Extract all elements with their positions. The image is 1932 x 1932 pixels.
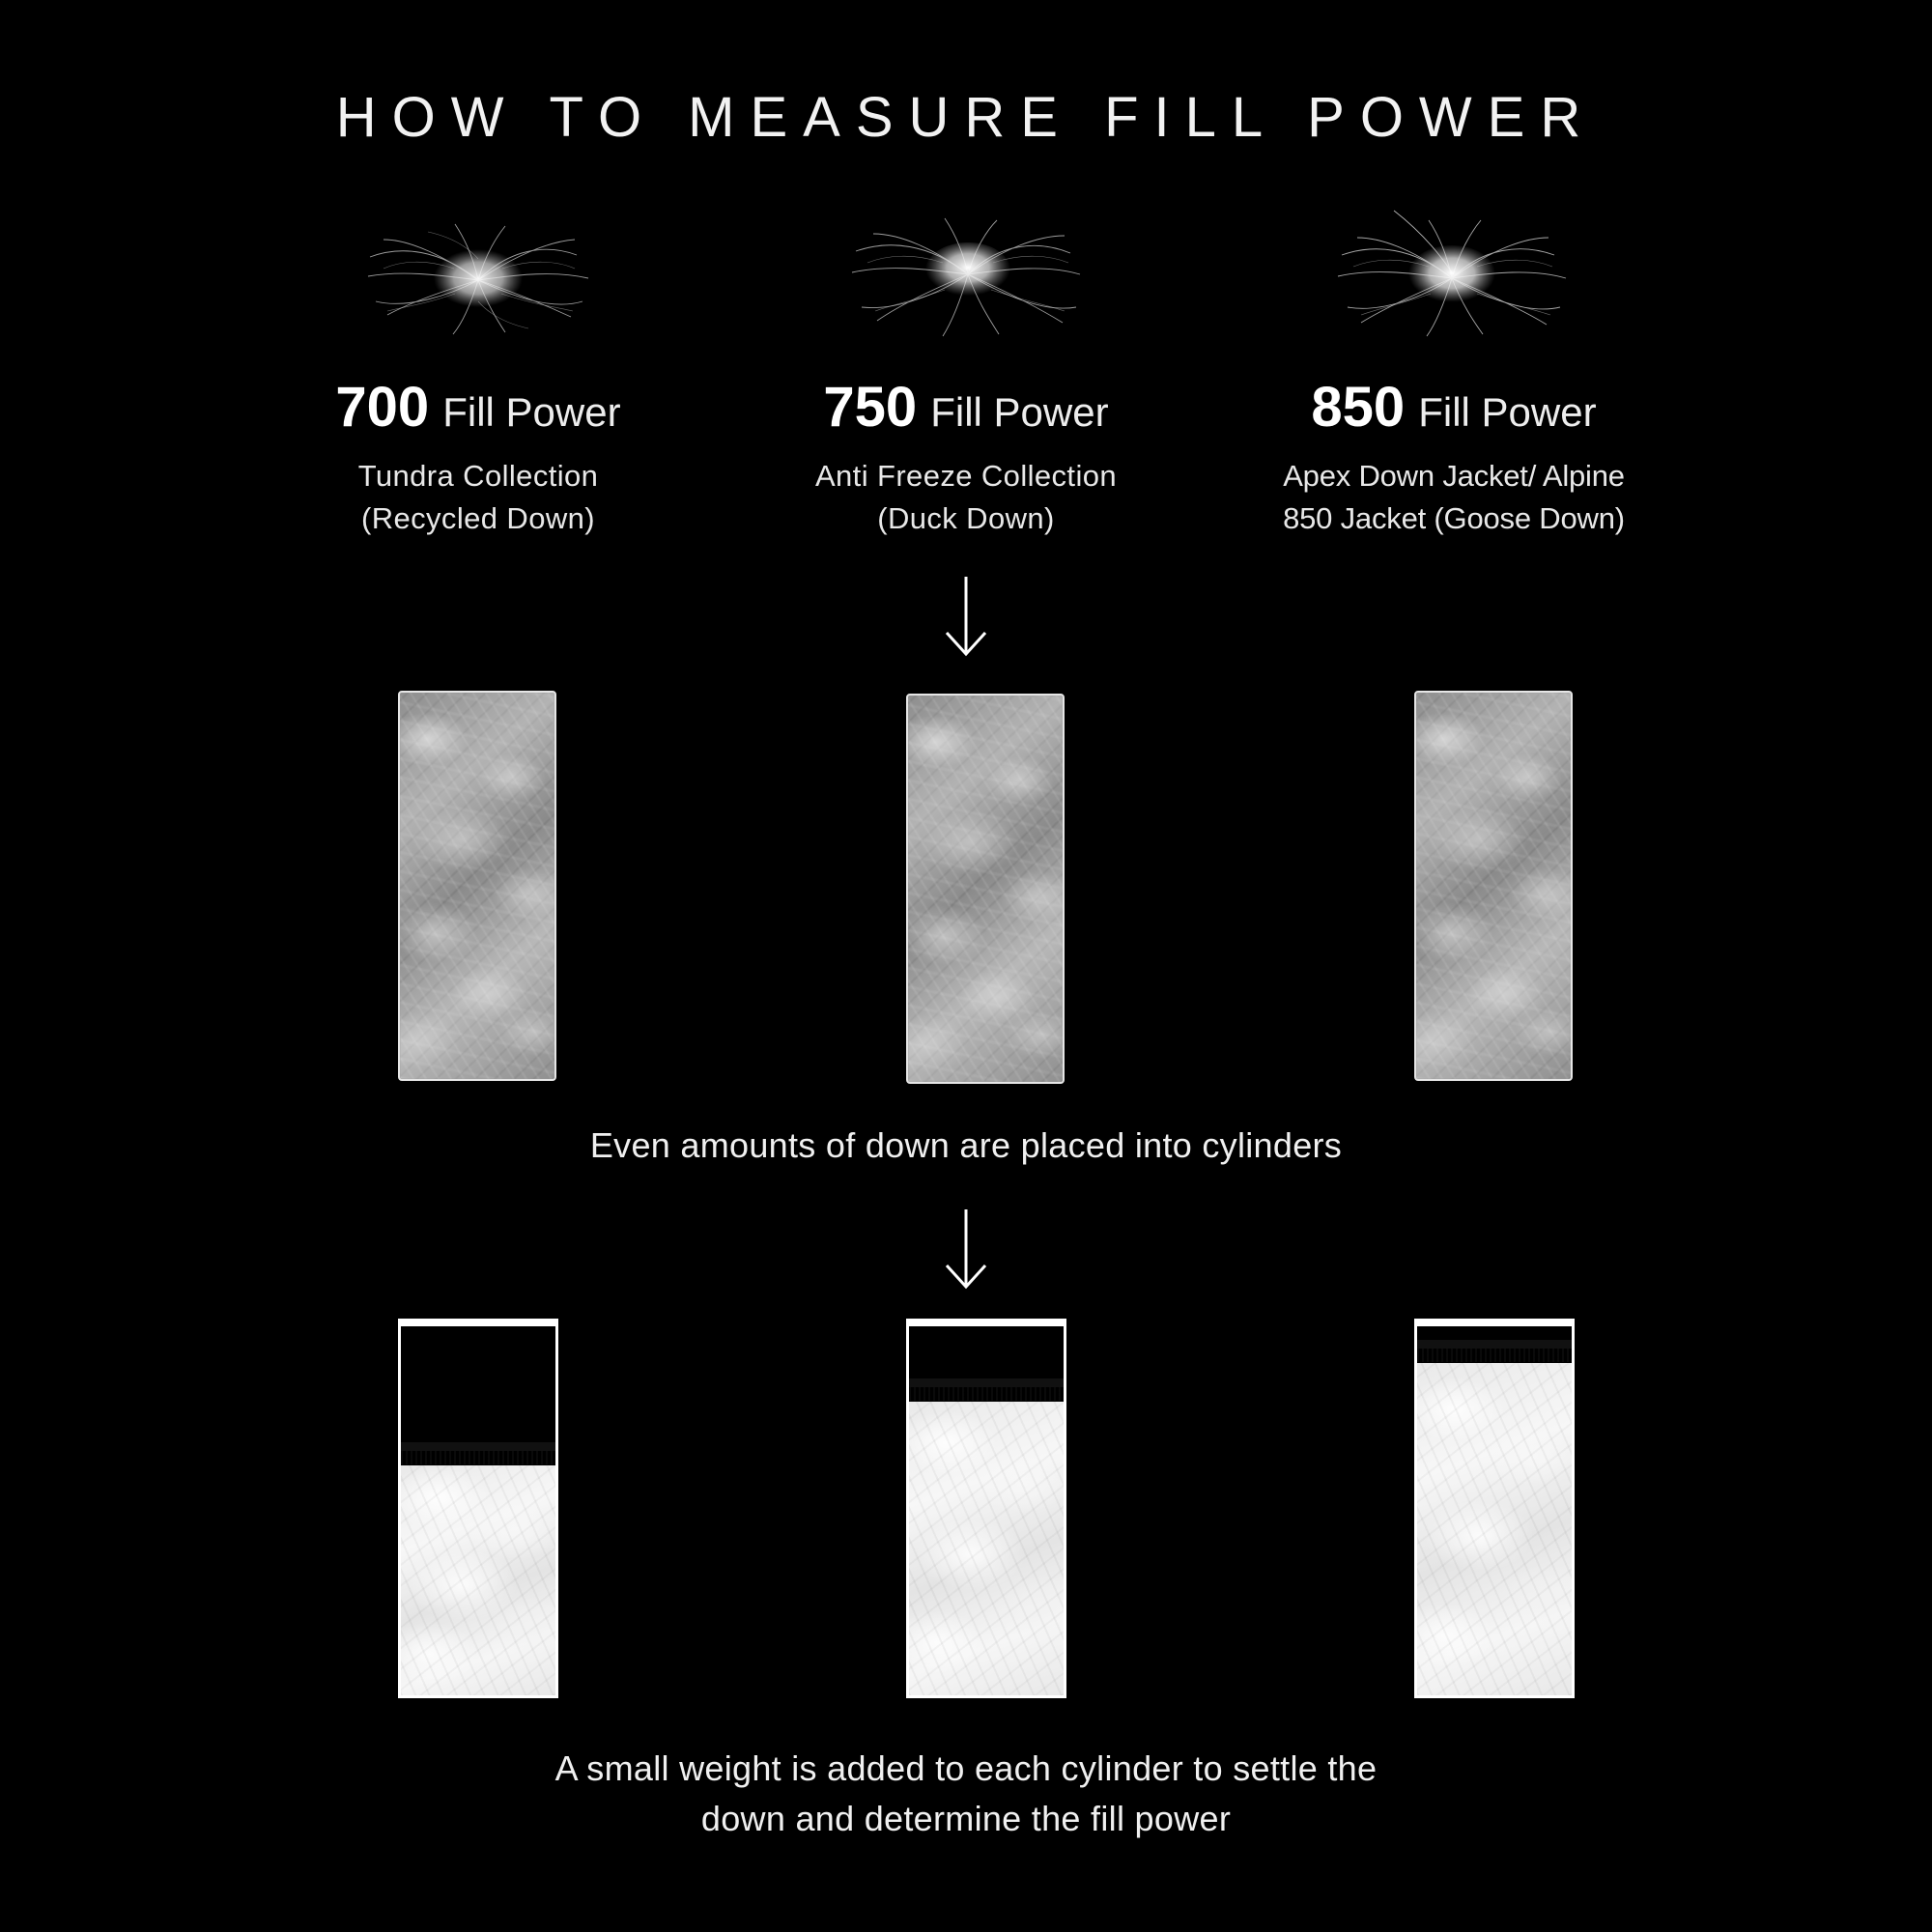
down-cluster-icon xyxy=(1232,201,1676,355)
column-700-cluster xyxy=(256,201,700,355)
fill-power-value: 700 xyxy=(335,376,430,439)
caption-step-2-line-2: down and determine the fill power xyxy=(700,1799,1232,1839)
down-type: (Duck Down) xyxy=(877,500,1055,535)
cylinder-settled-down-icon xyxy=(1414,1319,1575,1698)
caption-step-2-line-1: A small weight is added to each cylinder to settle the xyxy=(554,1748,1378,1788)
caption-step-2 xyxy=(0,1744,1932,1844)
packed-down xyxy=(909,1402,1064,1695)
packed-down xyxy=(401,1465,555,1695)
down-surface-fringe xyxy=(909,1387,1064,1401)
cylinder-rim xyxy=(401,1319,555,1326)
down-cluster-icon xyxy=(256,201,700,355)
collection-name: Anti Freeze Collection xyxy=(814,458,1118,493)
down-type: 850 Jacket (Goose Down) xyxy=(1283,500,1625,535)
fill-power-value: 750 xyxy=(823,376,918,439)
weight-disc xyxy=(1417,1340,1572,1349)
cylinder-loose-down-icon xyxy=(1414,691,1573,1081)
cylinder-settled-down-icon xyxy=(398,1319,558,1698)
fill-power-label-850 xyxy=(1232,376,1676,540)
page-title: HOW TO MEASURE FILL POWER xyxy=(335,86,1597,149)
down-arrow-icon xyxy=(937,575,995,667)
down-type: (Recycled Down) xyxy=(360,500,595,535)
down-surface-fringe xyxy=(401,1451,555,1464)
down-texture xyxy=(400,693,554,1079)
weight-disc xyxy=(909,1378,1064,1387)
down-surface-fringe xyxy=(1417,1349,1572,1362)
column-750-cluster xyxy=(744,201,1188,355)
fill-power-word: Fill Power xyxy=(930,389,1109,435)
fill-power-label-700 xyxy=(256,376,700,540)
down-arrow-icon xyxy=(937,1208,995,1299)
down-cluster-icon xyxy=(744,201,1188,355)
cylinder-rim xyxy=(909,1319,1064,1326)
fill-power-word: Fill Power xyxy=(1418,389,1597,435)
down-texture xyxy=(1416,693,1571,1079)
fill-power-label-750 xyxy=(744,376,1188,540)
collection-name: Apex Down Jacket/ Alpine xyxy=(1283,458,1625,493)
cylinder-loose-down-icon xyxy=(906,694,1065,1084)
column-850-cluster xyxy=(1232,201,1676,355)
packed-down xyxy=(1417,1363,1572,1695)
cylinder-rim xyxy=(1417,1319,1572,1326)
fill-power-value: 850 xyxy=(1311,376,1406,439)
weight-disc xyxy=(401,1442,555,1451)
cylinder-loose-down-icon xyxy=(398,691,556,1081)
caption-step-1: Even amounts of down are placed into cylinders xyxy=(589,1125,1343,1165)
collection-name: Tundra Collection xyxy=(357,458,599,493)
cylinder-settled-down-icon xyxy=(906,1319,1066,1698)
down-texture xyxy=(908,696,1063,1082)
fill-power-word: Fill Power xyxy=(442,389,621,435)
